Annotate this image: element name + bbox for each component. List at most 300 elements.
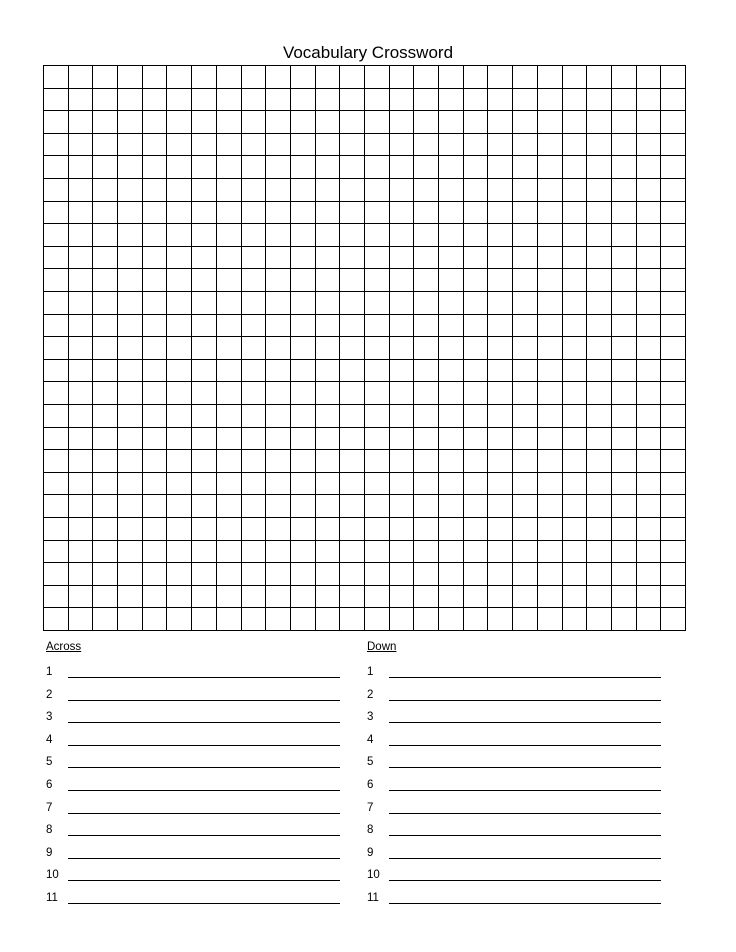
grid-cell[interactable] (93, 450, 118, 473)
grid-cell[interactable] (414, 292, 439, 315)
grid-cell[interactable] (661, 563, 686, 586)
grid-cell[interactable] (266, 269, 291, 292)
grid-cell[interactable] (612, 405, 637, 428)
grid-cell[interactable] (637, 315, 662, 338)
grid-cell[interactable] (612, 495, 637, 518)
grid-cell[interactable] (365, 563, 390, 586)
grid-cell[interactable] (538, 111, 563, 134)
grid-cell[interactable] (488, 541, 513, 564)
grid-cell[interactable] (93, 89, 118, 112)
grid-cell[interactable] (612, 450, 637, 473)
grid-cell[interactable] (365, 382, 390, 405)
grid-cell[interactable] (563, 315, 588, 338)
grid-cell[interactable] (242, 586, 267, 609)
grid-cell[interactable] (143, 247, 168, 270)
grid-cell[interactable] (291, 563, 316, 586)
grid-cell[interactable] (365, 450, 390, 473)
grid-cell[interactable] (390, 66, 415, 89)
grid-cell[interactable] (192, 608, 217, 631)
grid-cell[interactable] (538, 89, 563, 112)
grid-cell[interactable] (291, 315, 316, 338)
grid-cell[interactable] (69, 337, 94, 360)
grid-cell[interactable] (69, 179, 94, 202)
grid-cell[interactable] (414, 586, 439, 609)
grid-cell[interactable] (513, 224, 538, 247)
grid-cell[interactable] (414, 405, 439, 428)
grid-cell[interactable] (563, 247, 588, 270)
grid-cell[interactable] (637, 89, 662, 112)
grid-cell[interactable] (266, 360, 291, 383)
grid-cell[interactable] (69, 518, 94, 541)
grid-cell[interactable] (661, 89, 686, 112)
grid-cell[interactable] (167, 382, 192, 405)
grid-cell[interactable] (661, 224, 686, 247)
grid-cell[interactable] (143, 360, 168, 383)
grid-cell[interactable] (661, 337, 686, 360)
grid-cell[interactable] (44, 156, 69, 179)
grid-cell[interactable] (118, 337, 143, 360)
grid-cell[interactable] (316, 179, 341, 202)
grid-cell[interactable] (242, 134, 267, 157)
grid-cell[interactable] (661, 495, 686, 518)
grid-cell[interactable] (390, 518, 415, 541)
grid-cell[interactable] (612, 586, 637, 609)
grid-cell[interactable] (439, 541, 464, 564)
grid-cell[interactable] (661, 315, 686, 338)
grid-cell[interactable] (365, 134, 390, 157)
grid-cell[interactable] (340, 179, 365, 202)
grid-cell[interactable] (143, 541, 168, 564)
grid-cell[interactable] (316, 111, 341, 134)
grid-cell[interactable] (414, 428, 439, 451)
grid-cell[interactable] (316, 156, 341, 179)
grid-cell[interactable] (464, 450, 489, 473)
grid-cell[interactable] (365, 428, 390, 451)
grid-cell[interactable] (464, 428, 489, 451)
grid-cell[interactable] (316, 541, 341, 564)
grid-cell[interactable] (242, 382, 267, 405)
grid-cell[interactable] (390, 608, 415, 631)
grid-cell[interactable] (217, 473, 242, 496)
grid-cell[interactable] (587, 450, 612, 473)
clue-answer-line[interactable] (389, 813, 661, 814)
grid-cell[interactable] (661, 179, 686, 202)
grid-cell[interactable] (44, 608, 69, 631)
clue-answer-line[interactable] (389, 790, 661, 791)
grid-cell[interactable] (439, 495, 464, 518)
grid-cell[interactable] (587, 156, 612, 179)
grid-cell[interactable] (612, 224, 637, 247)
grid-cell[interactable] (563, 450, 588, 473)
grid-cell[interactable] (266, 450, 291, 473)
grid-cell[interactable] (143, 315, 168, 338)
grid-cell[interactable] (488, 608, 513, 631)
grid-cell[interactable] (513, 134, 538, 157)
grid-cell[interactable] (513, 247, 538, 270)
grid-cell[interactable] (661, 382, 686, 405)
grid-cell[interactable] (118, 224, 143, 247)
grid-cell[interactable] (563, 156, 588, 179)
grid-cell[interactable] (612, 518, 637, 541)
grid-cell[interactable] (143, 405, 168, 428)
grid-cell[interactable] (143, 382, 168, 405)
grid-cell[interactable] (661, 292, 686, 315)
grid-cell[interactable] (242, 292, 267, 315)
grid-cell[interactable] (414, 66, 439, 89)
grid-cell[interactable] (587, 134, 612, 157)
clue-answer-line[interactable] (68, 722, 340, 723)
grid-cell[interactable] (266, 202, 291, 225)
grid-cell[interactable] (93, 269, 118, 292)
grid-cell[interactable] (513, 111, 538, 134)
grid-cell[interactable] (488, 111, 513, 134)
grid-cell[interactable] (661, 134, 686, 157)
grid-cell[interactable] (217, 315, 242, 338)
grid-cell[interactable] (266, 66, 291, 89)
grid-cell[interactable] (118, 269, 143, 292)
grid-cell[interactable] (414, 337, 439, 360)
grid-cell[interactable] (488, 66, 513, 89)
grid-cell[interactable] (143, 179, 168, 202)
grid-cell[interactable] (242, 156, 267, 179)
grid-cell[interactable] (637, 518, 662, 541)
grid-cell[interactable] (266, 224, 291, 247)
grid-cell[interactable] (217, 202, 242, 225)
grid-cell[interactable] (192, 66, 217, 89)
grid-cell[interactable] (414, 156, 439, 179)
grid-cell[interactable] (365, 608, 390, 631)
grid-cell[interactable] (365, 473, 390, 496)
grid-cell[interactable] (217, 405, 242, 428)
grid-cell[interactable] (538, 315, 563, 338)
grid-cell[interactable] (612, 608, 637, 631)
grid-cell[interactable] (192, 315, 217, 338)
grid-cell[interactable] (316, 134, 341, 157)
grid-cell[interactable] (167, 315, 192, 338)
grid-cell[interactable] (316, 247, 341, 270)
clue-answer-line[interactable] (68, 700, 340, 701)
grid-cell[interactable] (587, 66, 612, 89)
grid-cell[interactable] (637, 473, 662, 496)
grid-cell[interactable] (242, 541, 267, 564)
clue-answer-line[interactable] (68, 745, 340, 746)
grid-cell[interactable] (390, 405, 415, 428)
grid-cell[interactable] (439, 586, 464, 609)
grid-cell[interactable] (488, 224, 513, 247)
grid-cell[interactable] (488, 473, 513, 496)
grid-cell[interactable] (242, 518, 267, 541)
grid-cell[interactable] (93, 586, 118, 609)
grid-cell[interactable] (242, 563, 267, 586)
grid-cell[interactable] (439, 518, 464, 541)
grid-cell[interactable] (291, 541, 316, 564)
grid-cell[interactable] (291, 224, 316, 247)
grid-cell[interactable] (192, 382, 217, 405)
grid-cell[interactable] (266, 518, 291, 541)
grid-cell[interactable] (563, 202, 588, 225)
grid-cell[interactable] (242, 405, 267, 428)
grid-cell[interactable] (587, 495, 612, 518)
grid-cell[interactable] (118, 156, 143, 179)
grid-cell[interactable] (587, 382, 612, 405)
grid-cell[interactable] (661, 473, 686, 496)
grid-cell[interactable] (118, 360, 143, 383)
grid-cell[interactable] (563, 224, 588, 247)
grid-cell[interactable] (44, 360, 69, 383)
grid-cell[interactable] (69, 382, 94, 405)
clue-answer-line[interactable] (68, 767, 340, 768)
grid-cell[interactable] (316, 518, 341, 541)
grid-cell[interactable] (587, 202, 612, 225)
grid-cell[interactable] (587, 247, 612, 270)
grid-cell[interactable] (192, 202, 217, 225)
grid-cell[interactable] (93, 179, 118, 202)
grid-cell[interactable] (44, 89, 69, 112)
grid-cell[interactable] (217, 224, 242, 247)
grid-cell[interactable] (340, 156, 365, 179)
grid-cell[interactable] (316, 315, 341, 338)
grid-cell[interactable] (291, 269, 316, 292)
grid-cell[interactable] (143, 473, 168, 496)
grid-cell[interactable] (538, 292, 563, 315)
grid-cell[interactable] (464, 337, 489, 360)
grid-cell[interactable] (143, 292, 168, 315)
grid-cell[interactable] (118, 202, 143, 225)
grid-cell[interactable] (167, 179, 192, 202)
grid-cell[interactable] (93, 360, 118, 383)
grid-cell[interactable] (167, 224, 192, 247)
grid-cell[interactable] (587, 563, 612, 586)
grid-cell[interactable] (242, 450, 267, 473)
grid-cell[interactable] (44, 382, 69, 405)
grid-cell[interactable] (488, 179, 513, 202)
grid-cell[interactable] (316, 495, 341, 518)
grid-cell[interactable] (390, 450, 415, 473)
grid-cell[interactable] (612, 563, 637, 586)
grid-cell[interactable] (167, 66, 192, 89)
grid-cell[interactable] (513, 563, 538, 586)
grid-cell[interactable] (291, 202, 316, 225)
grid-cell[interactable] (266, 156, 291, 179)
grid-cell[interactable] (69, 292, 94, 315)
clue-answer-line[interactable] (389, 677, 661, 678)
grid-cell[interactable] (661, 247, 686, 270)
grid-cell[interactable] (464, 495, 489, 518)
grid-cell[interactable] (637, 541, 662, 564)
grid-cell[interactable] (661, 66, 686, 89)
grid-cell[interactable] (266, 315, 291, 338)
grid-cell[interactable] (587, 428, 612, 451)
grid-cell[interactable] (340, 247, 365, 270)
grid-cell[interactable] (266, 292, 291, 315)
grid-cell[interactable] (365, 495, 390, 518)
grid-cell[interactable] (242, 247, 267, 270)
grid-cell[interactable] (365, 315, 390, 338)
clue-answer-line[interactable] (389, 903, 661, 904)
grid-cell[interactable] (340, 428, 365, 451)
grid-cell[interactable] (93, 608, 118, 631)
grid-cell[interactable] (217, 382, 242, 405)
grid-cell[interactable] (167, 111, 192, 134)
grid-cell[interactable] (316, 450, 341, 473)
grid-cell[interactable] (439, 134, 464, 157)
grid-cell[interactable] (340, 315, 365, 338)
grid-cell[interactable] (167, 134, 192, 157)
grid-cell[interactable] (464, 292, 489, 315)
grid-cell[interactable] (340, 89, 365, 112)
grid-cell[interactable] (513, 269, 538, 292)
grid-cell[interactable] (390, 179, 415, 202)
grid-cell[interactable] (242, 179, 267, 202)
grid-cell[interactable] (242, 269, 267, 292)
grid-cell[interactable] (488, 405, 513, 428)
grid-cell[interactable] (414, 179, 439, 202)
grid-cell[interactable] (513, 315, 538, 338)
grid-cell[interactable] (291, 292, 316, 315)
grid-cell[interactable] (291, 111, 316, 134)
grid-cell[interactable] (167, 360, 192, 383)
grid-cell[interactable] (563, 382, 588, 405)
grid-cell[interactable] (390, 224, 415, 247)
grid-cell[interactable] (192, 586, 217, 609)
grid-cell[interactable] (291, 586, 316, 609)
grid-cell[interactable] (563, 518, 588, 541)
grid-cell[interactable] (439, 450, 464, 473)
grid-cell[interactable] (661, 586, 686, 609)
grid-cell[interactable] (390, 315, 415, 338)
grid-cell[interactable] (538, 541, 563, 564)
grid-cell[interactable] (217, 247, 242, 270)
grid-cell[interactable] (217, 563, 242, 586)
grid-cell[interactable] (340, 382, 365, 405)
grid-cell[interactable] (538, 495, 563, 518)
grid-cell[interactable] (439, 224, 464, 247)
grid-cell[interactable] (513, 202, 538, 225)
grid-cell[interactable] (538, 134, 563, 157)
grid-cell[interactable] (390, 292, 415, 315)
grid-cell[interactable] (513, 473, 538, 496)
grid-cell[interactable] (587, 269, 612, 292)
clue-answer-line[interactable] (389, 880, 661, 881)
grid-cell[interactable] (538, 179, 563, 202)
grid-cell[interactable] (340, 563, 365, 586)
grid-cell[interactable] (637, 66, 662, 89)
grid-cell[interactable] (316, 66, 341, 89)
grid-cell[interactable] (637, 382, 662, 405)
grid-cell[interactable] (316, 202, 341, 225)
grid-cell[interactable] (143, 608, 168, 631)
grid-cell[interactable] (44, 586, 69, 609)
grid-cell[interactable] (464, 134, 489, 157)
grid-cell[interactable] (488, 337, 513, 360)
grid-cell[interactable] (414, 224, 439, 247)
grid-cell[interactable] (513, 428, 538, 451)
grid-cell[interactable] (563, 292, 588, 315)
grid-cell[interactable] (93, 563, 118, 586)
grid-cell[interactable] (217, 292, 242, 315)
grid-cell[interactable] (167, 405, 192, 428)
grid-cell[interactable] (563, 134, 588, 157)
grid-cell[interactable] (563, 337, 588, 360)
grid-cell[interactable] (637, 495, 662, 518)
grid-cell[interactable] (93, 315, 118, 338)
grid-cell[interactable] (538, 360, 563, 383)
grid-cell[interactable] (118, 405, 143, 428)
grid-cell[interactable] (390, 495, 415, 518)
grid-cell[interactable] (365, 405, 390, 428)
grid-cell[interactable] (414, 450, 439, 473)
grid-cell[interactable] (69, 541, 94, 564)
grid-cell[interactable] (637, 179, 662, 202)
grid-cell[interactable] (637, 563, 662, 586)
grid-cell[interactable] (414, 111, 439, 134)
grid-cell[interactable] (192, 89, 217, 112)
grid-cell[interactable] (390, 360, 415, 383)
grid-cell[interactable] (118, 473, 143, 496)
grid-cell[interactable] (464, 111, 489, 134)
grid-cell[interactable] (167, 428, 192, 451)
grid-cell[interactable] (93, 337, 118, 360)
grid-cell[interactable] (513, 156, 538, 179)
grid-cell[interactable] (340, 518, 365, 541)
grid-cell[interactable] (291, 608, 316, 631)
grid-cell[interactable] (365, 224, 390, 247)
grid-cell[interactable] (513, 541, 538, 564)
grid-cell[interactable] (316, 608, 341, 631)
grid-cell[interactable] (93, 66, 118, 89)
grid-cell[interactable] (69, 202, 94, 225)
grid-cell[interactable] (316, 405, 341, 428)
grid-cell[interactable] (488, 292, 513, 315)
grid-cell[interactable] (291, 428, 316, 451)
grid-cell[interactable] (439, 428, 464, 451)
grid-cell[interactable] (464, 179, 489, 202)
grid-cell[interactable] (69, 156, 94, 179)
grid-cell[interactable] (291, 405, 316, 428)
clue-answer-line[interactable] (389, 767, 661, 768)
grid-cell[interactable] (93, 428, 118, 451)
grid-cell[interactable] (538, 473, 563, 496)
grid-cell[interactable] (118, 292, 143, 315)
grid-cell[interactable] (44, 541, 69, 564)
grid-cell[interactable] (69, 450, 94, 473)
grid-cell[interactable] (192, 428, 217, 451)
grid-cell[interactable] (44, 247, 69, 270)
grid-cell[interactable] (513, 66, 538, 89)
grid-cell[interactable] (439, 269, 464, 292)
clue-answer-line[interactable] (68, 790, 340, 791)
grid-cell[interactable] (340, 473, 365, 496)
grid-cell[interactable] (44, 473, 69, 496)
grid-cell[interactable] (44, 111, 69, 134)
grid-cell[interactable] (242, 89, 267, 112)
grid-cell[interactable] (192, 405, 217, 428)
grid-cell[interactable] (44, 518, 69, 541)
grid-cell[interactable] (192, 269, 217, 292)
grid-cell[interactable] (587, 337, 612, 360)
grid-cell[interactable] (291, 337, 316, 360)
grid-cell[interactable] (118, 382, 143, 405)
grid-cell[interactable] (390, 586, 415, 609)
grid-cell[interactable] (365, 111, 390, 134)
grid-cell[interactable] (242, 315, 267, 338)
grid-cell[interactable] (217, 134, 242, 157)
grid-cell[interactable] (44, 292, 69, 315)
grid-cell[interactable] (513, 450, 538, 473)
grid-cell[interactable] (637, 405, 662, 428)
grid-cell[interactable] (291, 495, 316, 518)
grid-cell[interactable] (291, 134, 316, 157)
